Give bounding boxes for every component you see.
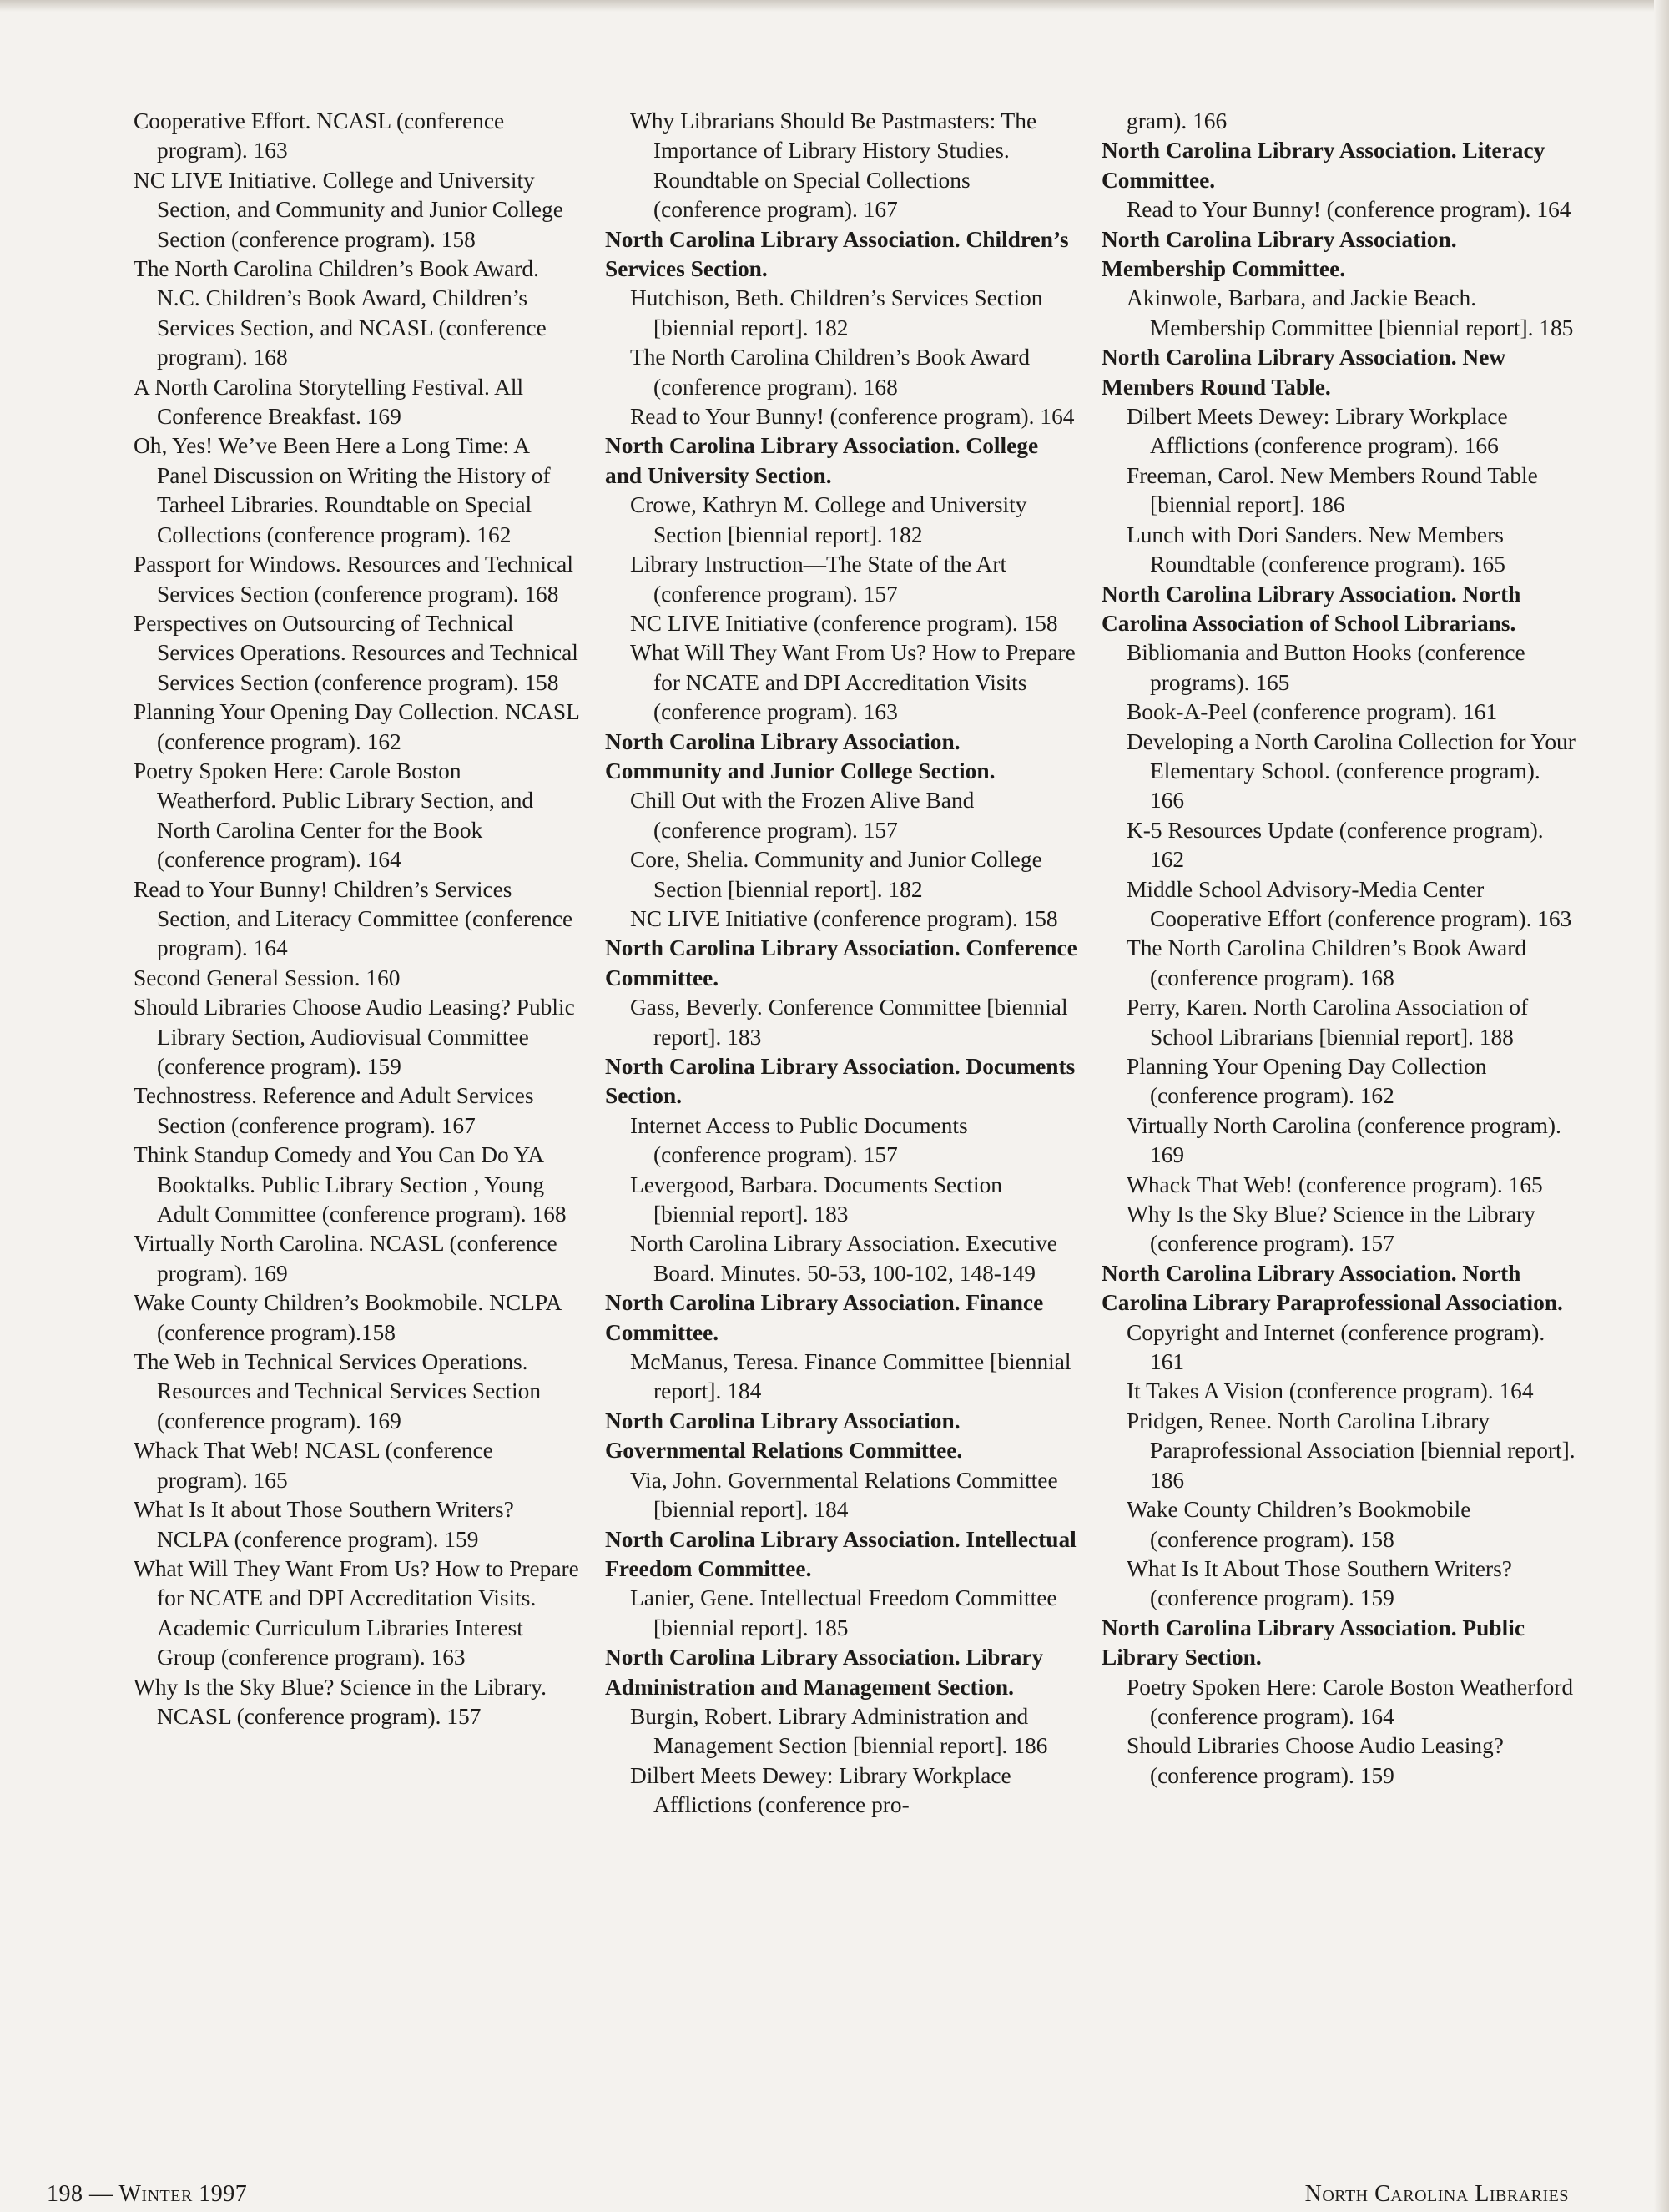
index-entry: It Takes A Vision (conference program). 164 [1127,1378,1534,1404]
index-entry: What Is It about Those Southern Writers? NCLPA (conference program). 159 [134,1497,514,1552]
index-heading: North Carolina Library Association. Governmental Relations Committee. [605,1408,963,1464]
index-entry: Pridgen, Renee. North Carolina Library Paraprofessional Association [biennial report]. 186 [1127,1408,1576,1493]
index-entry: Cooperative Effort. NCASL (conference program). 163 [134,108,505,164]
index-entry: Why Is the Sky Blue? Science in the Library. NCASL (conference program). 157 [134,1674,547,1729]
index-entry: What Will They Want From Us? How to Prepare for NCATE and DPI Accreditation Visits (conference program). 163 [630,640,1076,725]
footer-page-issue: 198 — Winter 1997 [47,2181,248,2207]
index-entry: Wake County Children’s Bookmobile (conference program). 158 [1127,1497,1471,1552]
index-entry: Akinwole, Barbara, and Jackie Beach. Membership Committee [biennial report]. 185 [1127,285,1574,340]
index-heading: North Carolina Library Association. Membership Committee. [1102,226,1457,282]
index-entry: What Will They Want From Us? How to Prepare for NCATE and DPI Accreditation Visits. Academic Curriculum Libraries Interest Group (conference program). 163 [134,1555,579,1670]
index-column-2 [605,107,1081,1821]
index-heading: North Carolina Library Association. Intellectual Freedom Committee. [605,1526,1077,1581]
index-heading: North Carolina Library Association. North Carolina Association of School Librarians. [1102,581,1521,636]
index-entry: Dilbert Meets Dewey: Library Workplace Afflictions (conference pro- [630,1762,1011,1818]
index-entry: The North Carolina Children’s Book Award (conference program). 168 [630,345,1031,400]
index-entry: Virtually North Carolina. NCASL (conference program). 169 [134,1231,557,1286]
index-heading: North Carolina Library Association. Literacy Committee. [1102,138,1545,193]
index-entry: Read to Your Bunny! (conference program). 164 [630,404,1075,430]
index-entry: What Is It About Those Southern Writers? (conference program). 159 [1127,1555,1512,1611]
index-entry: Read to Your Bunny! Children’s Services Section, and Literacy Committee (conference program). 164 [134,876,573,961]
index-entry: Planning Your Opening Day Collection. NCASL (conference program). 162 [134,699,579,754]
index-entry: Why Librarians Should Be Pastmasters: The Importance of Library History Studies. Roundtable on Special Collections (conference program). 167 [630,108,1037,223]
index-entry: Burgin, Robert. Library Administration and Management Section [biennial report]. 186 [630,1703,1048,1759]
index-entry: Think Standup Comedy and You Can Do YA Booktalks. Public Library Section , Young Adult Committee (conference program). 168 [134,1142,567,1227]
index-entry: Chill Out with the Frozen Alive Band (conference program). 157 [630,788,975,843]
index-entry: NC LIVE Initiative (conference program). 158 [630,905,1058,931]
index-entry: Should Libraries Choose Audio Leasing? (conference program). 159 [1127,1733,1504,1788]
index-heading: North Carolina Library Association. Library Administration and Management Section. [605,1645,1044,1700]
index-entry: Bibliomania and Button Hooks (conference programs). 165 [1127,640,1525,695]
index-entry: Perspectives on Outsourcing of Technical Services Operations. Resources and Technical Services Section (conference program). 158 [134,610,578,695]
index-entry: Dilbert Meets Dewey: Library Workplace Afflictions (conference program). 166 [1127,404,1508,459]
index-entry: Should Libraries Choose Audio Leasing? Public Library Section, Audiovisual Committee (conference program). 159 [134,995,575,1079]
page-right-edge [1654,0,1669,2212]
index-heading: North Carolina Library Association. Community and Junior College Section. [605,728,996,784]
index-entry: Poetry Spoken Here: Carole Boston Weatherford (conference program). 164 [1127,1674,1574,1729]
index-page [134,107,1577,1821]
index-heading: North Carolina Library Association. New Members Round Table. [1102,345,1506,400]
index-entry: Freeman, Carol. New Members Round Table [biennial report]. 186 [1127,462,1538,518]
index-heading: North Carolina Library Association. Children’s Services Section. [605,226,1069,282]
index-heading: North Carolina Library Association. Documents Section. [605,1054,1076,1109]
index-entry: Gass, Beverly. Conference Committee [biennial report]. 183 [630,995,1068,1050]
index-entry: Hutchison, Beth. Children’s Services Section [biennial report]. 182 [630,285,1043,340]
index-entry: Core, Shelia. Community and Junior College Section [biennial report]. 182 [630,847,1042,902]
index-entry: NC LIVE Initiative (conference program). 158 [630,610,1058,636]
index-entry: Book-A-Peel (conference program). 161 [1127,699,1498,725]
index-entry: Developing a North Carolina Collection for Your Elementary School. (conference program). 166 [1127,728,1576,814]
index-entry: Read to Your Bunny! (conference program). 164 [1127,197,1571,223]
index-entry: Poetry Spoken Here: Carole Boston Weatherford. Public Library Section, and North Carolina Center for the Book (conference program). 164 [134,758,534,873]
index-entry: NC LIVE Initiative. College and University Section, and Community and Junior College Section (conference program). 158 [134,167,563,252]
index-entry: Levergood, Barbara. Documents Section [biennial report]. 183 [630,1172,1002,1227]
index-entry: McManus, Teresa. Finance Committee [biennial report]. 184 [630,1349,1071,1404]
index-heading: North Carolina Library Association. North Carolina Library Paraprofessional Association. [1102,1260,1563,1316]
page-top-edge [0,0,1669,12]
index-entry: Perry, Karen. North Carolina Association of School Librarians [biennial report]. 188 [1127,995,1529,1050]
index-column-3 [1102,107,1577,1821]
index-entry: Second General Session. 160 [134,965,401,990]
index-entry: The North Carolina Children’s Book Award (conference program). 168 [1127,935,1527,990]
index-entry: Lunch with Dori Sanders. New Members Roundtable (conference program). 165 [1127,522,1505,577]
index-entry: Middle School Advisory-Media Center Cooperative Effort (conference program). 163 [1127,876,1572,931]
index-entry: Internet Access to Public Documents (conference program). 157 [630,1112,968,1168]
index-entry: Library Instruction—The State of the Art (conference program). 157 [630,552,1007,607]
index-entry: Why Is the Sky Blue? Science in the Library (conference program). 157 [1127,1202,1535,1257]
index-entry: Wake County Children’s Bookmobile. NCLPA (conference program).158 [134,1290,561,1345]
index-entry: Copyright and Internet (conference program). 161 [1127,1319,1545,1375]
index-entry: Planning Your Opening Day Collection (conference program). 162 [1127,1054,1487,1109]
index-entry: K-5 Resources Update (conference program). 162 [1127,817,1544,873]
footer-publication: North Carolina Libraries [1304,2181,1569,2207]
index-entry: The North Carolina Children’s Book Award. N.C. Children’s Book Award, Children’s Services Section, and NCASL (conference program). 168 [134,256,547,370]
index-entry: Virtually North Carolina (conference program). 169 [1127,1112,1561,1168]
index-entry: Lanier, Gene. Intellectual Freedom Committee [biennial report]. 185 [630,1585,1057,1640]
index-entry: North Carolina Library Association. Executive Board. Minutes. 50-53, 100-102, 148-149 [630,1231,1057,1286]
index-entry: Crowe, Kathryn M. College and University Section [biennial report]. 182 [630,492,1027,547]
index-entry: Whack That Web! (conference program). 165 [1127,1172,1543,1197]
index-entry: Oh, Yes! We’ve Been Here a Long Time: A Panel Discussion on Writing the History of Tarheel Libraries. Roundtable on Special Collections (conference program). 162 [134,433,551,547]
index-heading: North Carolina Library Association. Public Library Section. [1102,1615,1525,1670]
index-entry: Via, John. Governmental Relations Committee [biennial report]. 184 [630,1467,1058,1523]
index-entry: Whack That Web! NCASL (conference program). 165 [134,1438,493,1493]
index-entry: gram). 166 [1127,108,1228,134]
index-heading: North Carolina Library Association. Finance Committee. [605,1290,1044,1345]
index-column-1 [134,107,584,1821]
index-entry: A North Carolina Storytelling Festival. All Conference Breakfast. 169 [134,374,524,430]
index-heading: North Carolina Library Association. Conference Committee. [605,935,1077,990]
index-entry: The Web in Technical Services Operations. Resources and Technical Services Section (conference program). 169 [134,1349,542,1434]
page-footer [47,2181,1569,2208]
index-entry: Passport for Windows. Resources and Technical Services Section (conference program). 168 [134,552,573,607]
index-entry: Technostress. Reference and Adult Services Section (conference program). 167 [134,1083,534,1138]
index-heading: North Carolina Library Association. College and University Section. [605,433,1039,488]
